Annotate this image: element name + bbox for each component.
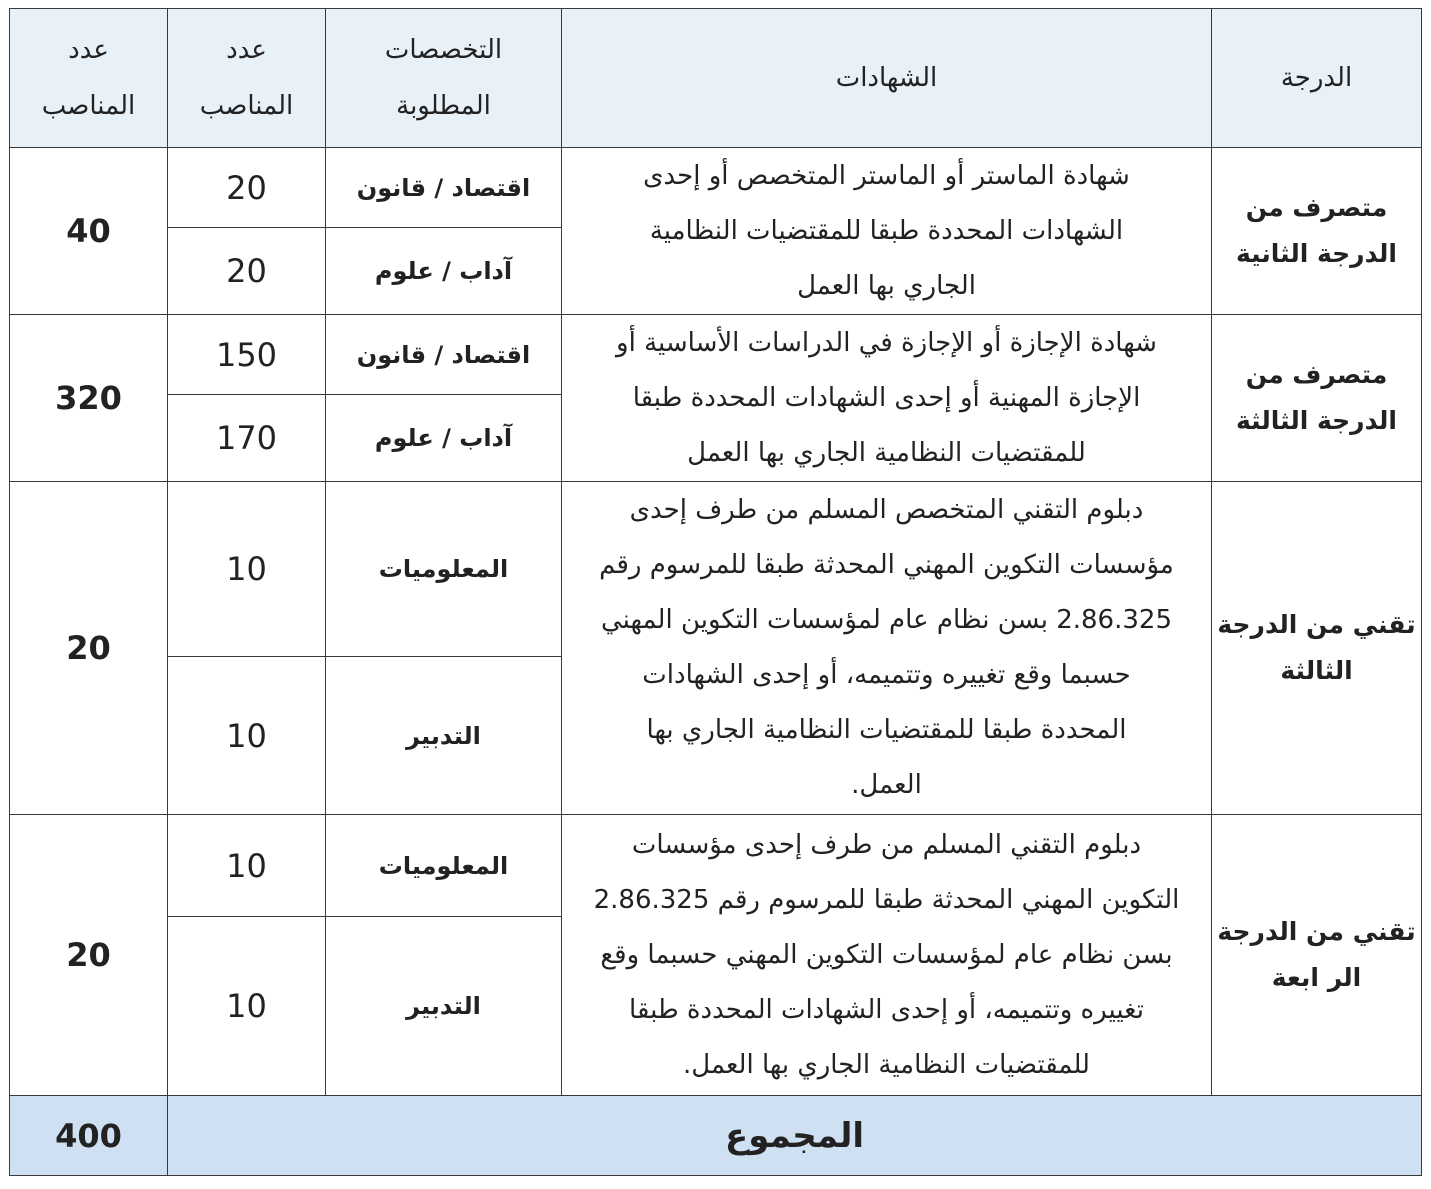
grade-cell: متصرف من الدرجة الثانية bbox=[1212, 148, 1422, 315]
posts-total-cell: 20 bbox=[10, 815, 168, 1096]
certificate-cell: شهادة الإجازة أو الإجازة في الدراسات الأساسية أو الإجازة المهنية أو إحدى الشهادات المحددة طبقا للمقتضيات النظامية الجاري بها العمل bbox=[562, 315, 1212, 482]
posts-count-cell: 10 bbox=[168, 482, 326, 657]
header-posts-count: عدد المناصب bbox=[168, 9, 326, 148]
table-row bbox=[10, 815, 1422, 917]
specialty-cell: المعلوميات bbox=[326, 815, 562, 917]
posts-count-cell: 170 bbox=[168, 395, 326, 482]
posts-total-cell: 40 bbox=[10, 148, 168, 315]
positions-table bbox=[9, 8, 1422, 1176]
specialty-cell: اقتصاد / قانون bbox=[326, 315, 562, 395]
summary-row bbox=[10, 1096, 1422, 1176]
posts-total-cell: 20 bbox=[10, 482, 168, 815]
posts-count-cell: 20 bbox=[168, 228, 326, 315]
summary-label: المجموع bbox=[168, 1096, 1422, 1176]
summary-total: 400 bbox=[10, 1096, 168, 1176]
specialty-cell: التدبير bbox=[326, 917, 562, 1096]
specialty-cell: آداب / علوم bbox=[326, 395, 562, 482]
posts-count-cell: 20 bbox=[168, 148, 326, 228]
grade-cell: تقني من الدرجة الر ابعة bbox=[1212, 815, 1422, 1096]
specialty-cell: آداب / علوم bbox=[326, 228, 562, 315]
specialty-cell: التدبير bbox=[326, 657, 562, 815]
header-row bbox=[10, 9, 1422, 148]
table-row bbox=[10, 148, 1422, 228]
posts-count-cell: 10 bbox=[168, 815, 326, 917]
certificate-cell: شهادة الماستر أو الماستر المتخصص أو إحدى الشهادات المحددة طبقا للمقتضيات النظامية الجاري بها العمل bbox=[562, 148, 1212, 315]
header-specialties: التخصصات المطلوبة bbox=[326, 9, 562, 148]
header-grade: الدرجة bbox=[1212, 9, 1422, 148]
specialty-cell: المعلوميات bbox=[326, 482, 562, 657]
posts-count-cell: 150 bbox=[168, 315, 326, 395]
posts-total-cell: 320 bbox=[10, 315, 168, 482]
certificate-cell: دبلوم التقني المسلم من طرف إحدى مؤسسات التكوين المهني المحدثة طبقا للمرسوم رقم 2.86.325 بسن نظام عام لمؤسسات التكوين المهني حسبما وقع تغييره وتتميمه، أو إحدى الشهادات المحددة طبقا للمقتضيات النظامية الجاري بها العمل. bbox=[562, 815, 1212, 1096]
grade-cell: تقني من الدرجة الثالثة bbox=[1212, 482, 1422, 815]
certificate-cell: دبلوم التقني المتخصص المسلم من طرف إحدى مؤسسات التكوين المهني المحدثة طبقا للمرسوم رقم 2.86.325 بسن نظام عام لمؤسسات التكوين المهني حسبما وقع تغييره وتتميمه، أو إحدى الشهادات المحددة طبقا للمقتضيات النظامية الجاري بها العمل. bbox=[562, 482, 1212, 815]
posts-count-cell: 10 bbox=[168, 657, 326, 815]
table-row bbox=[10, 315, 1422, 395]
posts-count-cell: 10 bbox=[168, 917, 326, 1096]
table-row bbox=[10, 482, 1422, 657]
header-posts-total: عدد المناصب bbox=[10, 9, 168, 148]
header-certificates: الشهادات bbox=[562, 9, 1212, 148]
grade-cell: متصرف من الدرجة الثالثة bbox=[1212, 315, 1422, 482]
specialty-cell: اقتصاد / قانون bbox=[326, 148, 562, 228]
